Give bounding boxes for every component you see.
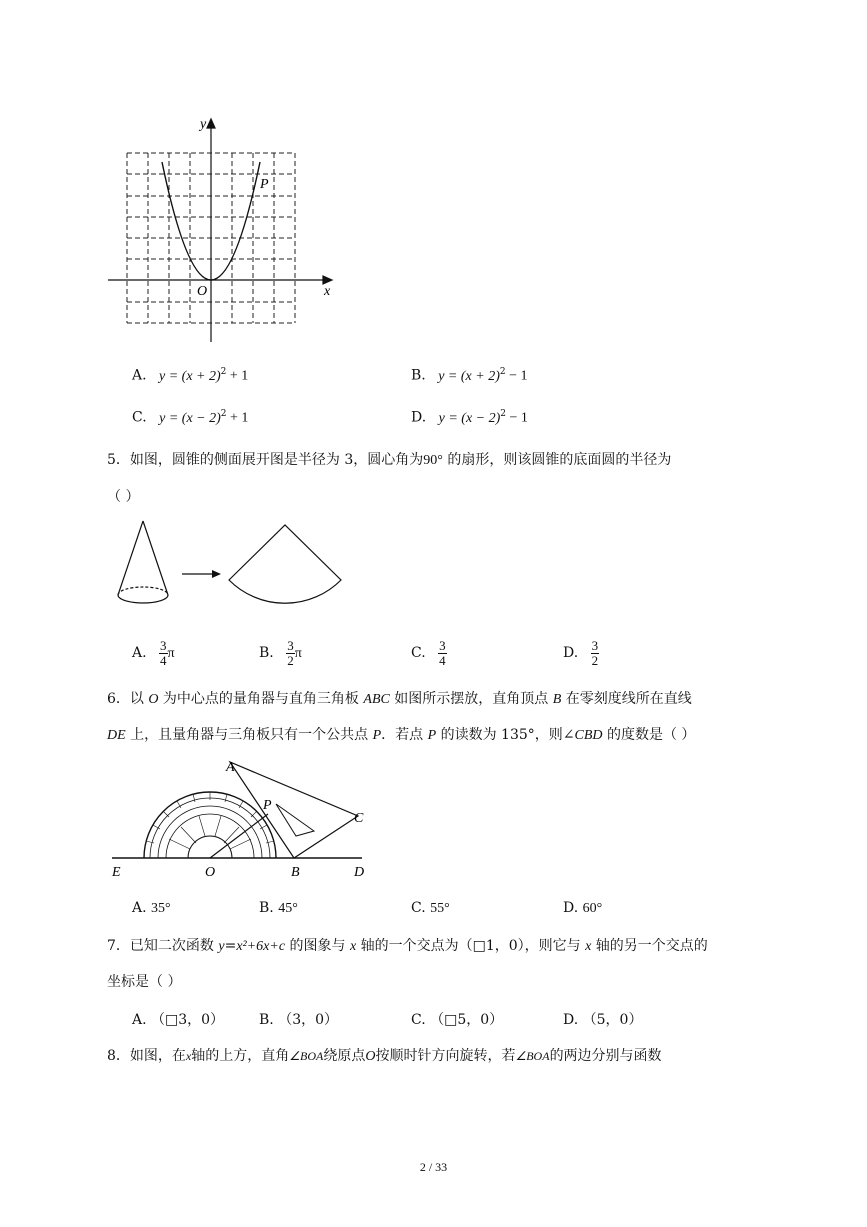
option-fraction: $\frac{3}{4}$ — [160, 637, 167, 668]
option-expr: y = (x + 2) — [438, 368, 500, 384]
label-e: E — [112, 865, 121, 880]
option-value: （□3，0） — [151, 1012, 225, 1028]
option-expr: y = (x − 2) — [438, 410, 501, 426]
option-letter: C. — [411, 645, 426, 661]
q6-option-d[interactable] — [563, 900, 602, 917]
option-expr-tail: + 1 — [226, 368, 249, 384]
q6-question-line2: DE 上，且量角器与三角板只有一个公共点 P．若点 P 的读数为 135°，则∠CBD 的度数是（ ） — [107, 727, 696, 743]
label-d: D — [354, 865, 365, 880]
option-letter: D. — [563, 900, 579, 916]
option-value: 35° — [151, 901, 171, 916]
q4-parabola-graph — [100, 110, 350, 350]
q5-text-part: 5．如图，圆锥的侧面展开图是半径为 3，圆心角为 — [107, 452, 424, 468]
cone-left-edge — [118, 521, 143, 595]
q4-option-d[interactable] — [411, 409, 528, 427]
q5-option-b[interactable] — [259, 629, 302, 668]
option-fraction: $\frac{3}{4}$ — [439, 637, 446, 668]
y-axis-label: y — [200, 117, 207, 132]
q7-question-line2: 坐标是（ ） — [107, 974, 182, 990]
label-a: A — [226, 760, 235, 775]
page-number: 2 / 33 — [419, 1160, 448, 1174]
option-letter: B. — [259, 1012, 274, 1028]
q8-question-text: 8．如图，在x轴的上方，直角∠BOA绕原点O按顺时针方向旋转，若∠BOA的两边分别与函数 — [107, 1048, 662, 1064]
option-letter: D. — [411, 409, 427, 426]
option-letter: D. — [563, 1012, 579, 1028]
option-letter: C. — [411, 1012, 426, 1028]
triangle-inner — [276, 804, 314, 836]
q6-option-b[interactable] — [259, 900, 298, 917]
label-p: P — [263, 798, 272, 813]
option-fraction: $\frac{3}{2}$ — [287, 637, 294, 668]
q4-option-c[interactable] — [132, 409, 248, 427]
option-letter: D. — [563, 645, 579, 661]
q5-angle: 90° — [423, 453, 443, 468]
q6-option-a[interactable] — [132, 900, 171, 917]
option-exp: 2 — [499, 367, 506, 377]
option-suffix: π — [294, 646, 302, 661]
cone-base-back — [118, 587, 168, 595]
q4-option-b[interactable] — [411, 367, 528, 385]
q6-protractor-figure — [108, 756, 388, 881]
protractor-reading-line — [210, 814, 268, 858]
label-o: O — [205, 865, 216, 880]
option-value: （□5，0） — [430, 1012, 504, 1028]
q5-cone-figure — [105, 515, 355, 615]
option-exp: 2 — [220, 409, 227, 419]
label-b: B — [291, 865, 300, 880]
q5-answer-paren: （ ） — [107, 489, 140, 505]
triangle-abc — [230, 762, 358, 858]
option-letter: A. — [132, 645, 147, 661]
option-value: 55° — [430, 901, 450, 916]
x-axis-label: x — [324, 284, 331, 299]
option-value: 60° — [582, 901, 603, 916]
arrow-head — [212, 570, 221, 578]
option-letter: B. — [259, 900, 274, 916]
option-exp: 2 — [500, 409, 507, 419]
q5-option-a[interactable] — [132, 629, 175, 668]
q7-question-line1: 7．已知二次函数 y=x²+6x+c 的图象与 x 轴的一个交点为（□1，0），则它与 x 轴的另一个交点的 — [107, 938, 708, 954]
q7-option-a[interactable] — [132, 1009, 224, 1029]
y-axis-arrow — [207, 119, 215, 128]
label-c: C — [354, 811, 364, 826]
point-p-label: P — [260, 177, 269, 192]
q5-option-c[interactable] — [411, 629, 447, 668]
option-expr: y = (x + 2) — [159, 368, 221, 384]
option-suffix: π — [167, 646, 175, 661]
q5-option-d[interactable] — [563, 629, 599, 668]
q6-option-c[interactable] — [411, 900, 450, 917]
option-letter: A. — [132, 900, 147, 916]
option-expr-tail: − 1 — [505, 368, 528, 384]
option-letter: C. — [132, 409, 147, 426]
option-expr: y = (x − 2) — [159, 410, 221, 426]
option-letter: C. — [411, 900, 426, 916]
option-letter: B. — [411, 367, 426, 384]
q6-question-line1: 6．以 O 为中心点的量角器与直角三角板 ABC 如图所示摆放，直角顶点 B 在零刻度线所在直线 — [107, 691, 692, 707]
cone-right-edge — [143, 521, 168, 595]
option-value: 45° — [278, 901, 298, 916]
q7-option-d[interactable] — [563, 1009, 642, 1029]
q4-option-a[interactable] — [132, 367, 248, 385]
option-fraction: $\frac{3}{2}$ — [591, 637, 599, 668]
option-exp: 2 — [220, 367, 227, 377]
q5-text-part: 的扇形，则该圆锥的底面圆的半径为 — [442, 452, 672, 468]
q7-option-c[interactable] — [411, 1009, 503, 1029]
origin-label: O — [197, 284, 208, 299]
x-axis-arrow — [323, 276, 332, 284]
option-letter: B. — [259, 645, 274, 661]
option-expr-tail: + 1 — [226, 410, 249, 426]
q5-question-text — [107, 449, 671, 469]
option-value: （3，0） — [278, 1012, 339, 1028]
option-value: （5，0） — [582, 1012, 643, 1028]
option-expr-tail: − 1 — [506, 410, 528, 426]
option-letter: A. — [132, 1012, 147, 1028]
cone-base-front — [118, 595, 168, 603]
option-letter: A. — [132, 367, 147, 384]
q7-option-b[interactable] — [259, 1009, 338, 1029]
sector-shape — [229, 525, 341, 603]
